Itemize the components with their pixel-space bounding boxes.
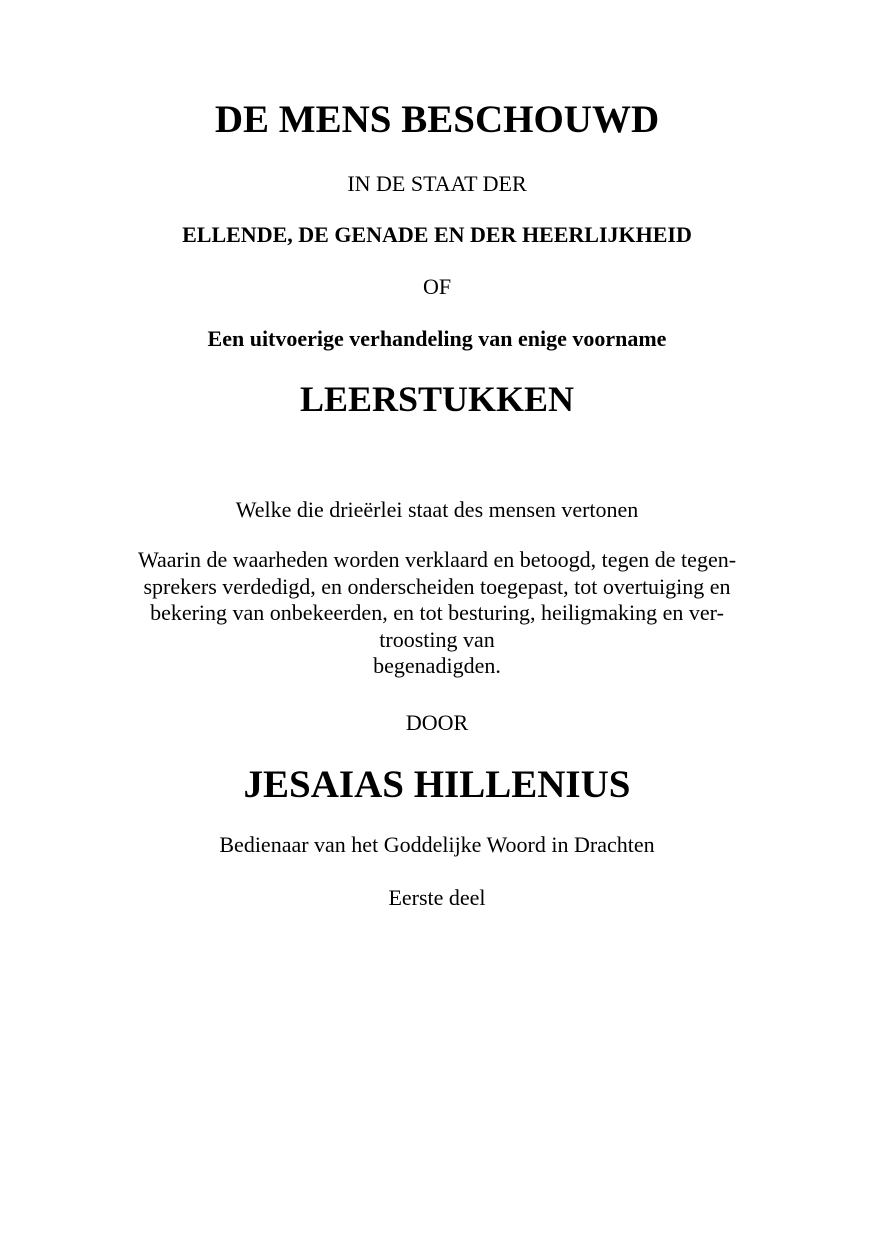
paragraph-line: Waarin de waarheden worden verklaard en betoogd, tegen de tegen- xyxy=(137,547,737,572)
description-paragraph xyxy=(0,547,874,680)
paragraph-line: troosting van xyxy=(379,626,495,652)
author-name: JESAIAS HILLENIUS xyxy=(243,763,631,806)
paragraph-line: begenadigden. xyxy=(373,653,501,678)
author-role: Bedienaar van het Goddelijke Woord in Drachten xyxy=(219,832,655,857)
book-title: DE MENS BESCHOUWD xyxy=(214,98,660,141)
subtitle-connector-of: OF xyxy=(422,274,452,299)
paragraph-line: bekering van onbekeerden, en tot besturing, heiligmaking en ver- xyxy=(150,600,724,625)
subtitle-line-3: Een uitvoerige verhandeling van enige voorname xyxy=(207,326,667,351)
subtitle-line-2: ELLENDE, DE GENADE EN DER HEERLIJKHEID xyxy=(182,222,692,247)
subtitle-leerstukken: LEERSTUKKEN xyxy=(299,379,575,419)
volume-label: Eerste deel xyxy=(388,885,486,910)
subtitle-line-1: IN DE STAAT DER xyxy=(347,171,527,196)
description-welke: Welke die drieërlei staat des mensen vertonen xyxy=(235,497,639,522)
paragraph-line: sprekers verdedigd, en onderscheiden toegepast, tot overtuiging en xyxy=(143,573,731,599)
by-label: DOOR xyxy=(405,710,469,735)
